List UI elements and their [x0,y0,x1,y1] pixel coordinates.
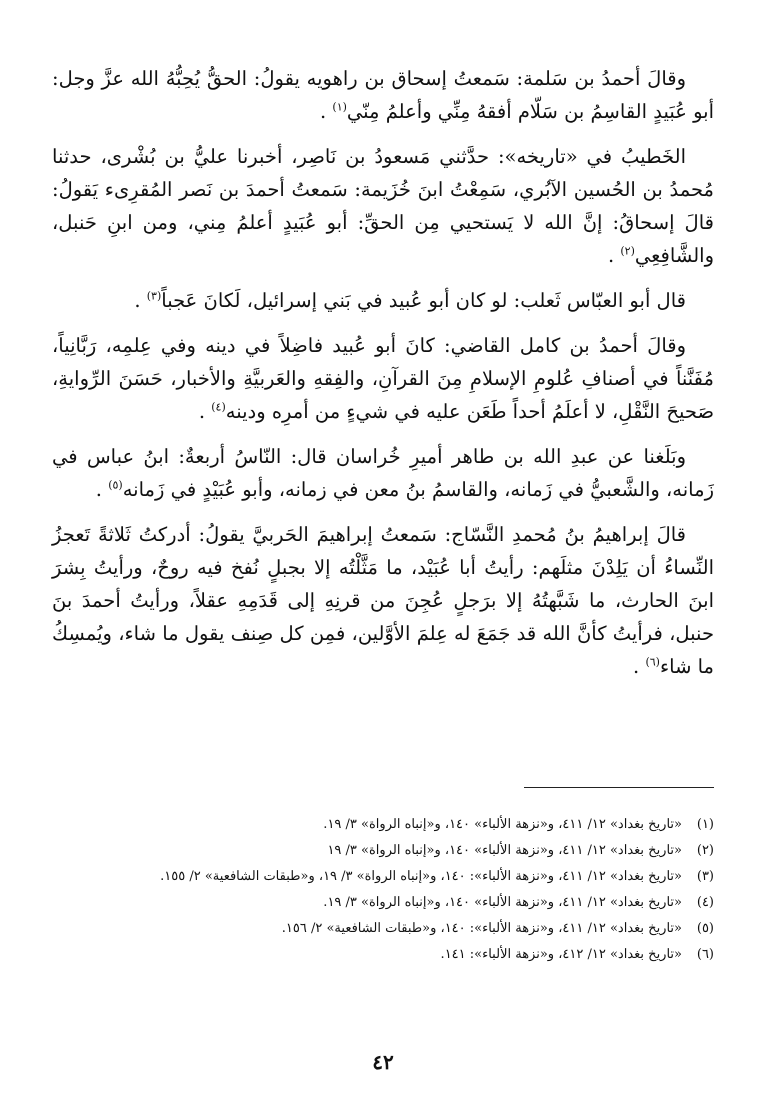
footnote [52,916,714,942]
paragraph-text: قالَ إبراهيمُ بنُ مُحمدِ النَّسّاج: سَمعتُ إبراهيمَ الحَربيَّ يقولُ: أدركتُ ثَلاثةً تَعجزُ النِّساءُ أن يَلِدْنَ مثلَهم: رأيتُ أبا عُبَيْد، ما مَثَّلْتُه إلا بجبلٍ نُفخ فيه روحٌ، ورأيتُ بِشرَ ابنَ الحارث، ما شَبَّهتُهُ إلا برَجلٍ عُجِنَ من قرنِهِ إلى قَدَمِهِ عقلاً، ورأيتُ أحمدَ بنَ حنبل، فرأيتُ كأنَّ الله قد جَمَعَ له عِلمَ الأوَّلين، فمِن كل صِنف يقول ما شاء، ويُمسِكُ ما شاء [52,523,714,678]
footnote-ref: (٥) [108,478,123,492]
footnote-divider [524,787,714,788]
paragraph-tail: . [320,100,327,123]
paragraph-text: قال أبو العبّاس ثَعلب: لو كان أبو عُبيد في بَني إسرائيل، لَكانَ عَجباً [161,289,686,312]
footnote-number: (١) [696,817,714,832]
footnote-number: (٣) [696,869,714,884]
footnote-ref: (٢) [620,244,635,258]
footnote-ref: (١) [332,100,347,114]
paragraph-tail: . [633,655,640,678]
footnote-text: «تاريخ بغداد» ١٢/ ٤١١، و«نزهة الألباء» ١٤٠، و«إنباه الرواة» ٣/ ١٩ [327,843,682,858]
footnote-number: (٤) [696,895,714,910]
paragraph-tail: . [134,289,141,312]
paragraph [52,329,714,428]
footnote [52,838,714,864]
paragraph-text: وقالَ أحمدُ بن سَلمة: سَمعتُ إسحاق بن راهويه يقولُ: الحقُّ يُحِبُّهُ الله عزَّ وجل: أبو عُبَيدٍ القاسِمُ بن سَلّام أفقهُ مِنِّي وأعلمُ مِنّي [52,67,714,123]
footnote-text: «تاريخ بغداد» ١٢/ ٤١١، و«نزهة الألباء»: ١٤٠، و«إنباه الرواة» ٣/ ١٩، و«طبقات الشافعية» ٢/ ١٥٥. [160,869,682,884]
footnote [52,942,714,968]
footnote-number: (٦) [696,947,714,962]
footnote [52,890,714,916]
footnote [52,864,714,890]
main-text [52,62,714,695]
paragraph-text: وقالَ أحمدُ بن كامل القاضي: كانَ أبو عُبيد فاضِلاً في دينه وفي عِلمِه، رَبَّانِياً، مُفَنَّناً في أصنافِ عُلومِ الإسلامِ مِنَ القرآنِ، والفِقهِ والعَربيَّةِ والأخبار، حَسَنَ الرِّوايةِ، صَحيحَ النَّقْلِ، لا أعلَمُ أحداً طَعَن عليه في شيءٍ من أمرِه ودينه [52,334,714,423]
footnote-text: «تاريخ بغداد» ١٢/ ٤١١، و«نزهة الألباء» ١٤٠، و«إنباه الرواة» ٣/ ١٩. [323,895,682,910]
paragraph [52,284,714,317]
paragraph [52,440,714,506]
paragraph [52,518,714,683]
paragraph-text: الخَطيبُ في «تاريخه»: حدَّثني مَسعودُ بن نَاصِر، أخبرنا عليُّ بن بُشْرى، حدثنا مُحمدُ بن الحُسين الآبُري، سَمِعْتُ ابنَ خُزَيمة: سَمعتُ أحمدَ بن نَصر المُقرِىء يَقولُ: قالَ إسحاقُ: إنَّ الله لا يَستحيي مِن الحقِّ: أبو عُبَيدٍ أعلمُ مِني، ومن ابنِ حَنبل، والشَّافِعِي [52,145,714,267]
footnotes [52,812,714,968]
paragraph [52,62,714,128]
footnote-text: «تاريخ بغداد» ١٢/ ٤١٢، و«نزهة الألباء»: ١٤١. [440,947,682,962]
footnote-number: (٥) [696,921,714,936]
paragraph-tail: . [198,400,206,423]
footnote-text: «تاريخ بغداد» ١٢/ ٤١١، و«نزهة الألباء» ١٤٠، و«إنباه الرواة» ٣/ ١٩. [323,817,682,832]
footnote-ref: (٤) [211,400,226,414]
footnote-number: (٢) [696,843,714,858]
footnote-ref: (٣) [146,289,162,303]
paragraph-tail: . [95,478,102,501]
footnote-text: «تاريخ بغداد» ١٢/ ٤١١، و«نزهة الألباء»: ١٤٠، و«طبقات الشافعية» ٢/ ١٥٦. [281,921,682,936]
paragraph [52,140,714,272]
footnote [52,812,714,838]
paragraph-tail: . [607,244,615,267]
footnote-ref: (٦) [645,655,660,669]
page-number: ٤٢ [372,1050,394,1074]
paragraph-text: وبَلَغنا عن عبدِ الله بن طاهر أميرِ خُراسان قال: النّاسُ أربعةٌ: ابنُ عباس في زَمانه، والشَّعبيُّ في زَمانه، والقاسمُ بنُ معن في زمانه، وأبو عُبَيْدٍ في زَمانه [52,445,714,501]
